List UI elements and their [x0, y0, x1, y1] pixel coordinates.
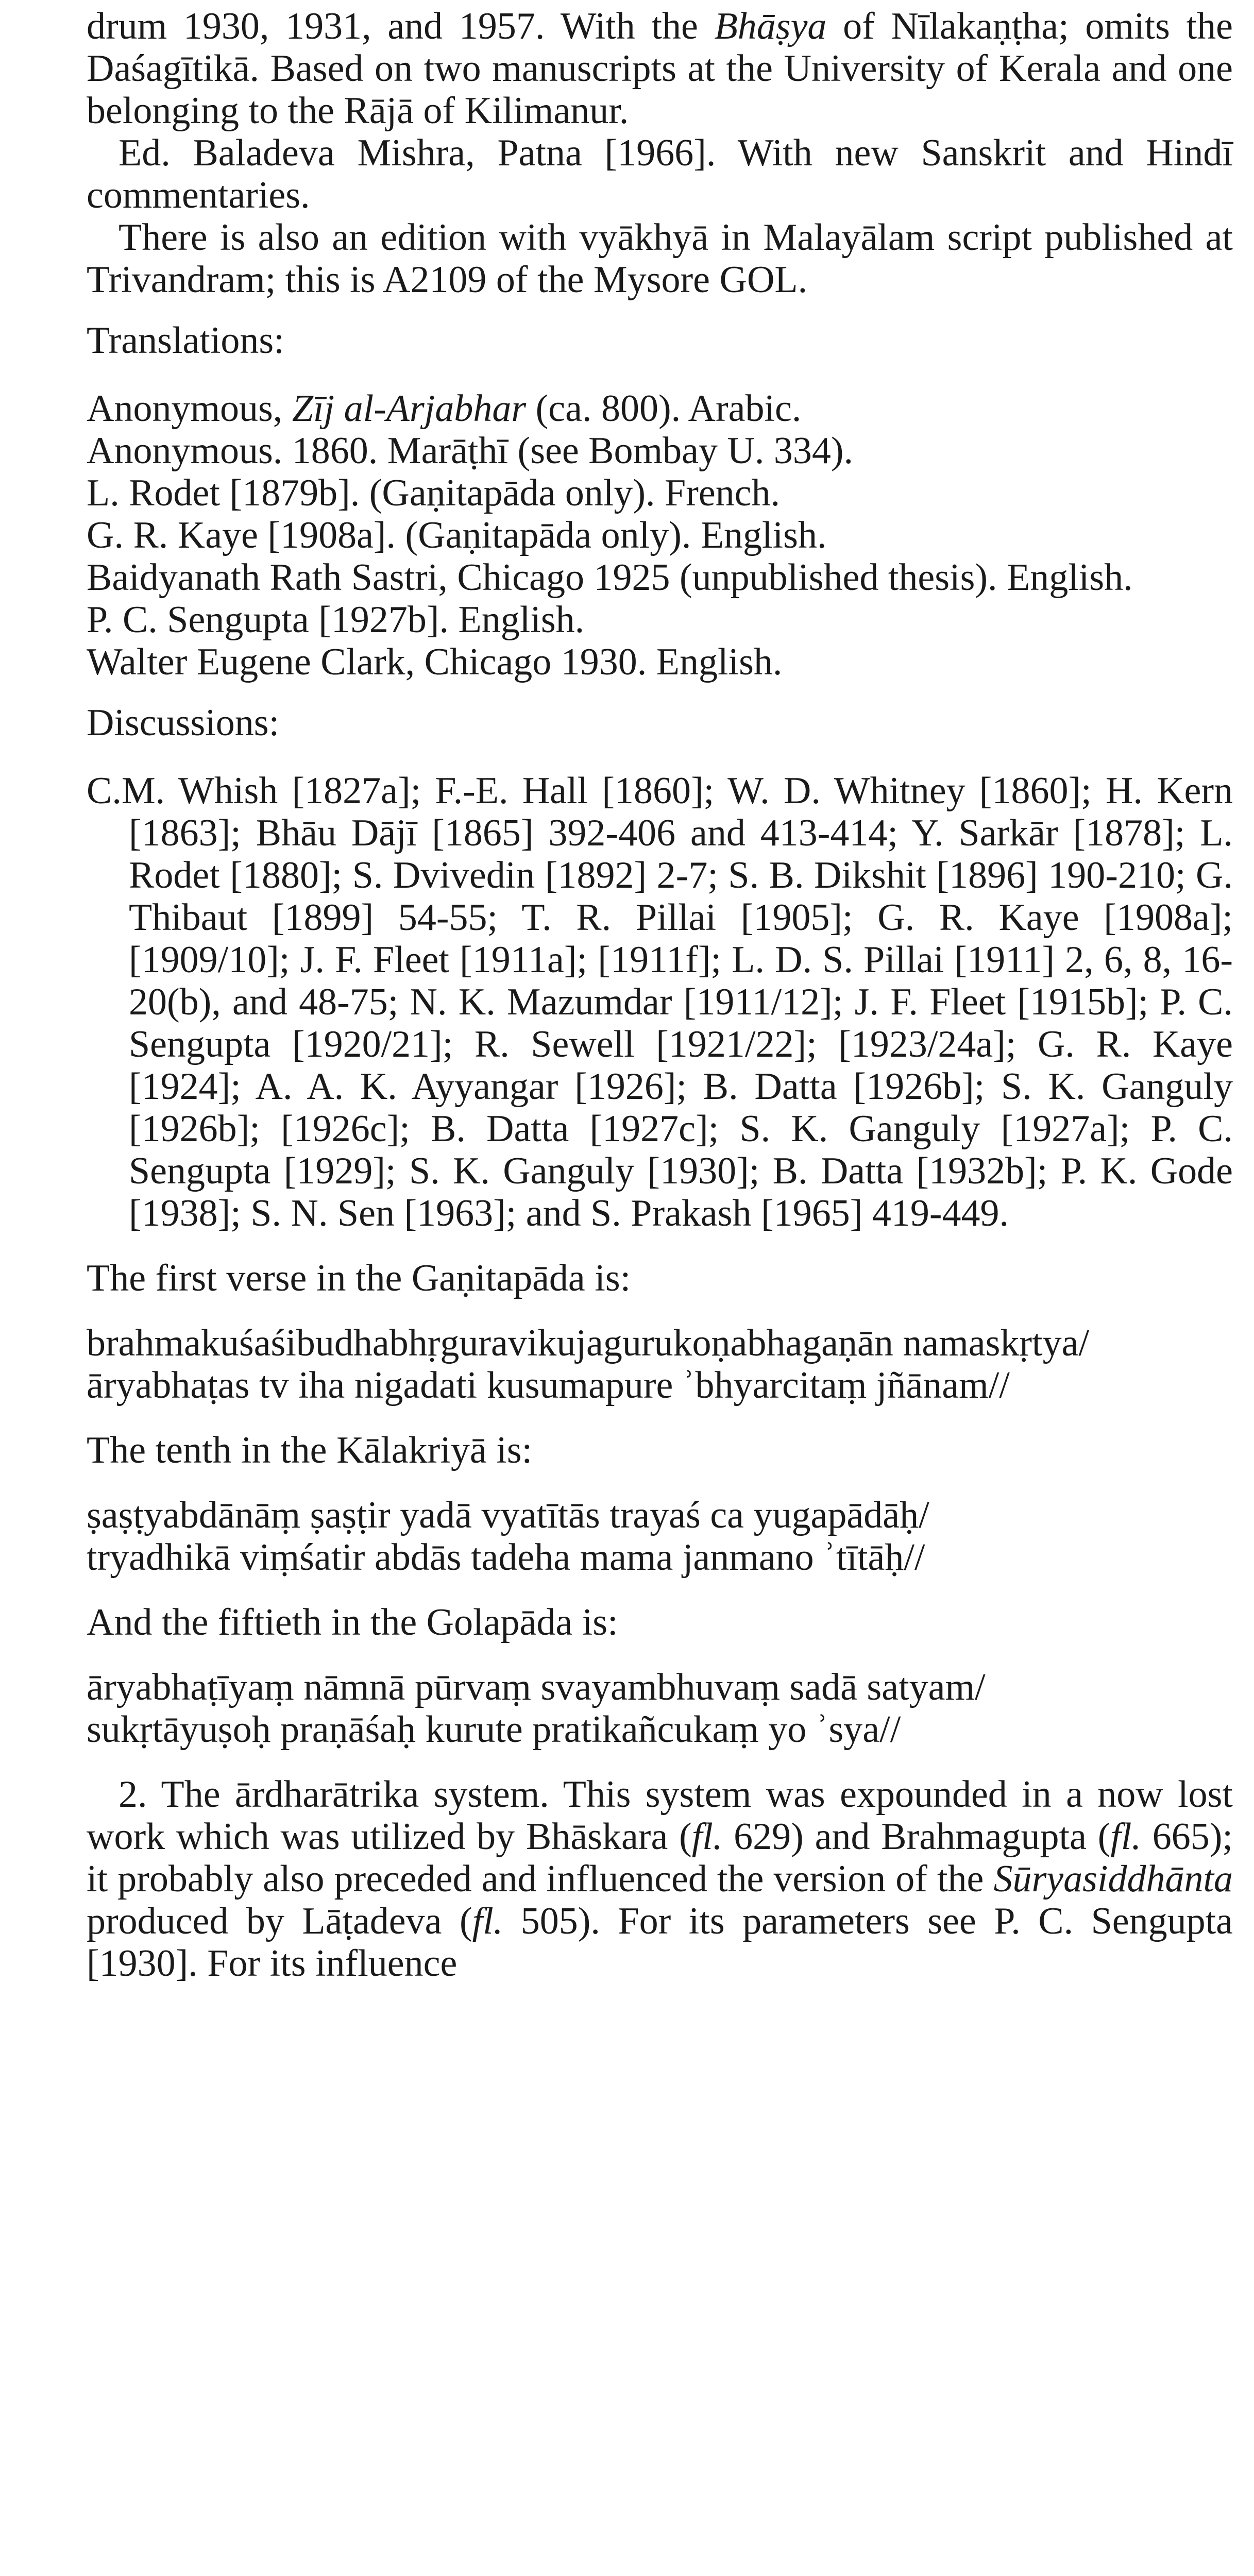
text-run: 505). For its parameters see P. C. Sengupta [1930]. For its influence: [87, 1900, 1233, 1985]
verse-line: āryabhaṭīyaṃ nāmnā pūrvaṃ svayambhuvaṃ sadā satyam/: [87, 1666, 986, 1708]
text-run: 2. The ārdharātrika system. This system was expounded in a now lost work which was utilized by Bhāskara (: [87, 1773, 1233, 1858]
verse-line: brahmakuśaśibudhabhṛguravikujagurukoṇabhagaṇān namaskṛtya/: [87, 1322, 1090, 1364]
discussions-body: C.M. Whish [1827a]; F.-E. Hall [1860]; W. D. Whitney [1860]; H. Kern [1863]; Bhāu Dājī [1865] 392-406 and 413-414; Y. Sarkār [1878]; L. Rodet [1880]; S. Dvivedin [1892] 2-7; S. B. Dikshit [1896] 190-210; G. Thibaut [1899] 54-55; T. R. Pillai [1905]; G. R. Kaye [1908a]; [1909/10]; J. F. Fleet [1911a]; [1911f]; L. D. S. Pillai [1911] 2, 6, 8, 16-20(b), and 48-75; N. K. Mazumdar [1911/12]; J. F. Fleet [1915b]; P. C. Sengupta [1920/21]; R. Sewell [1921/22]; [1923/24a]; G. R. Kaye [1924]; A. A. K. Ayyangar [1926]; B. Datta [1926b]; S. K. Ganguly [1926b]; [1926c]; B. Datta [1927c]; S. K. Ganguly [1927a]; P. C. Sengupta [1929]; S. K. Ganguly [1930]; B. Datta [1932b]; P. K. Gode [1938]; S. N. Sen [1963]; and S. Prakash [1965] 419-449.: [87, 770, 1233, 1234]
text-run: 629) and Brahmagupta (: [722, 1816, 1111, 1858]
verse-intro-golapada: And the fiftieth in the Golapāda is:: [87, 1601, 618, 1643]
translation-item: P. C. Sengupta [1927b]. English.: [87, 599, 585, 641]
bhasya-title: Bhāṣya: [714, 5, 827, 47]
floruit-abbrev: fl.: [472, 1900, 503, 1942]
text-run: drum 1930, 1931, and 1957. With the: [87, 5, 715, 47]
edition-mishra: Ed. Baladeva Mishra, Patna [1966]. With new Sanskrit and Hindī commentaries.: [87, 132, 1233, 216]
verse-line: ṣaṣṭyabdānāṃ ṣaṣṭir yadā vyatītās trayaś ca yugapādāḥ/: [87, 1494, 929, 1536]
translation-text: (ca. 800). Arabic.: [526, 387, 802, 430]
edition-paragraph-continuation: [87, 5, 1233, 132]
translation-text: Anonymous,: [87, 387, 292, 430]
translation-item: Baidyanath Rath Sastri, Chicago 1925 (unpublished thesis). English.: [87, 556, 1133, 599]
translation-item: [87, 387, 1233, 430]
section-2-ardharatrika: [87, 1773, 1233, 1985]
verse-line: tryadhikā viṃśatir abdās tadeha mama janmano ʾtītāḥ//: [87, 1536, 925, 1579]
verse-intro-ganitapada: The first verse in the Gaṇitapāda is:: [87, 1257, 631, 1299]
translation-item: Anonymous. 1860. Marāṭhī (see Bombay U. 334).: [87, 430, 854, 472]
translation-title: Zīj al-Arjabhar: [292, 387, 527, 430]
translation-item: G. R. Kaye [1908a]. (Gaṇitapāda only). English.: [87, 514, 827, 556]
document-page: [87, 5, 1233, 1985]
verse-intro-kalakriya: The tenth in the Kālakriyā is:: [87, 1429, 533, 1471]
suryasiddhanta-title: Sūryasiddhānta: [993, 1858, 1233, 1900]
translations-heading: Translations:: [87, 319, 284, 362]
text-run: 665); it probably also preceded and influenced the version of the: [87, 1816, 1233, 1900]
translations-list: [87, 387, 1233, 683]
floruit-abbrev: fl.: [691, 1816, 723, 1858]
discussions-heading: Discussions:: [87, 702, 280, 744]
translation-item: Walter Eugene Clark, Chicago 1930. English.: [87, 641, 783, 683]
verse-line: āryabhaṭas tv iha nigadati kusumapure ʾbhyarcitaṃ jñānam//: [87, 1364, 1010, 1406]
text-run: of Nīlakaṇṭha; omits the Daśagītikā. Based on two manuscripts at the University of Kerala and one belonging to the Rājā of Kilimanur.: [87, 5, 1233, 132]
edition-malayalam: There is also an edition with vyākhyā in Malayālam script published at Trivandram; this is A2109 of the Mysore GOL.: [87, 216, 1233, 301]
verse-line: sukṛtāyuṣoḥ praṇāśaḥ kurute pratikañcukaṃ yo ʾsya//: [87, 1708, 901, 1751]
translation-item: L. Rodet [1879b]. (Gaṇitapāda only). French.: [87, 472, 781, 514]
text-run: produced by Lāṭadeva (: [87, 1900, 472, 1942]
floruit-abbrev: fl.: [1110, 1816, 1141, 1858]
